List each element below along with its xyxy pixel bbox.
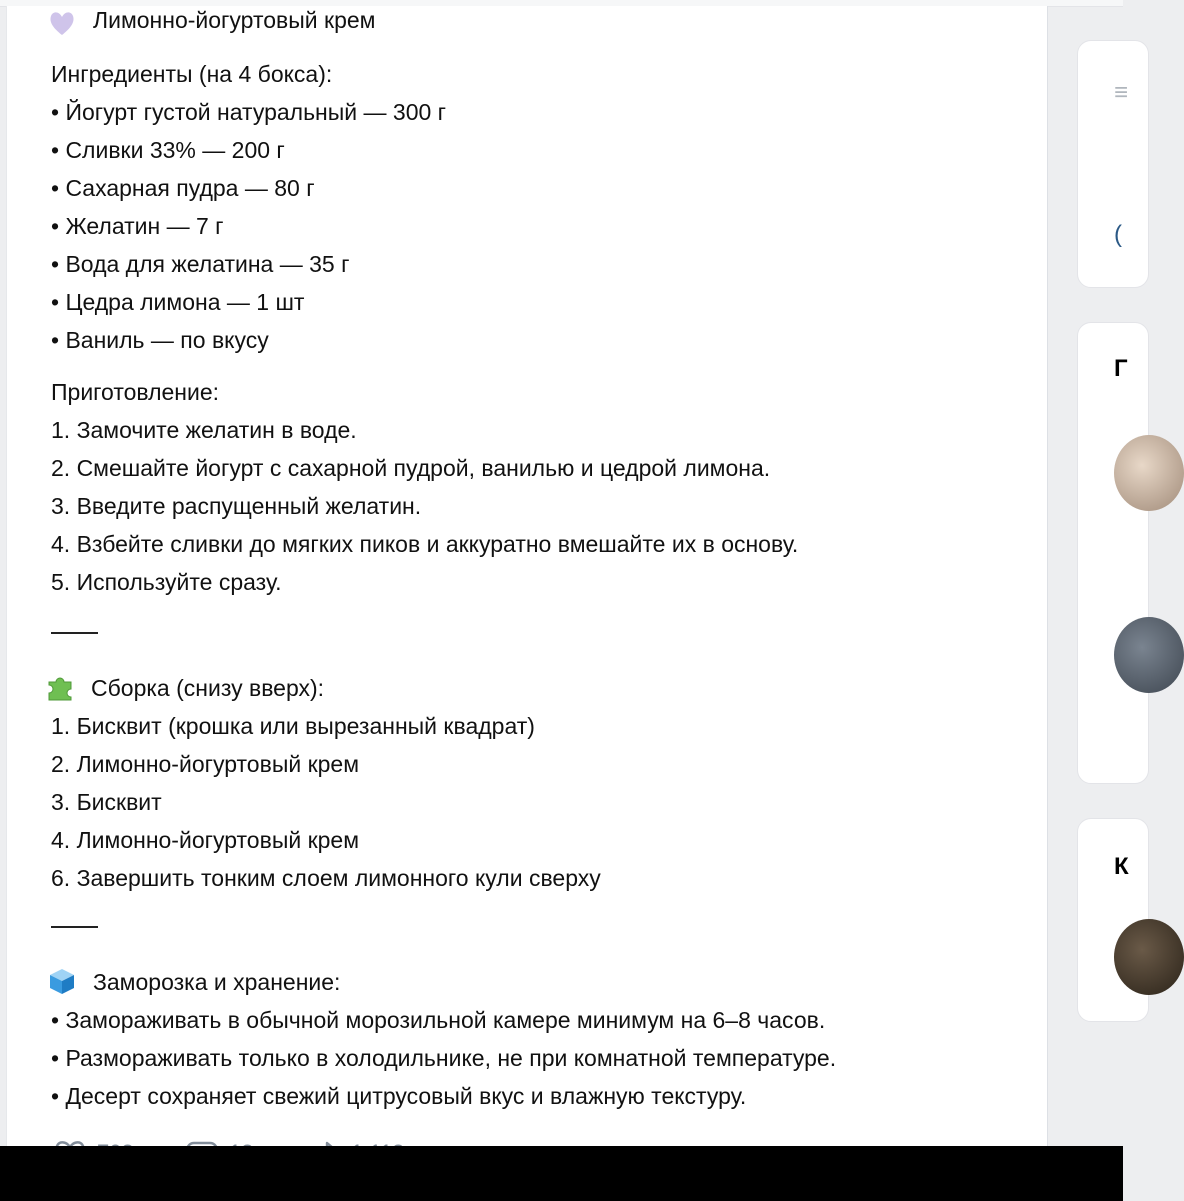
sidebar-card-title: К	[1114, 853, 1129, 880]
assembly-step: 6. Завершить тонким слоем лимонного кули сверху	[51, 865, 601, 891]
preparation-heading: Приготовление:	[51, 379, 220, 405]
sidebar-link-glyph[interactable]: (	[1114, 221, 1122, 248]
freezing-note: • Замораживать в обычной морозильной камере минимум на 6–8 часов.	[51, 1007, 826, 1033]
ingredient-item: • Сахарная пудра — 80 г	[51, 175, 315, 201]
ingredient-item: • Ваниль — по вкусу	[51, 327, 269, 353]
section-divider	[51, 632, 98, 634]
ingredients-heading: Ингредиенты (на 4 бокса):	[51, 61, 333, 87]
ingredient-item: • Цедра лимона — 1 шт	[51, 289, 305, 315]
sidebar-card-1	[1077, 40, 1149, 288]
bottom-black-bar	[0, 1146, 1123, 1201]
freezing-note: • Десерт сохраняет свежий цитрусовый вкус и влажную текстуру.	[51, 1083, 747, 1109]
ice-cube-icon	[47, 966, 77, 996]
avatar[interactable]	[1114, 919, 1184, 995]
menu-icon[interactable]: ≡	[1114, 79, 1129, 106]
avatar[interactable]	[1114, 617, 1184, 693]
ingredient-item: • Йогурт густой натуральный — 300 г	[51, 99, 447, 125]
sidebar-card-3	[1077, 818, 1149, 1022]
assembly-step: 1. Бисквит (крошка или вырезанный квадрат)	[51, 713, 535, 739]
purple-heart-icon	[47, 8, 77, 38]
preparation-step: 2. Смешайте йогурт с сахарной пудрой, ванилью и цедрой лимона.	[51, 455, 771, 481]
cream-title: Лимонно-йогуртовый крем	[93, 7, 376, 33]
ingredient-item: • Вода для желатина — 35 г	[51, 251, 350, 277]
ingredient-item: • Сливки 33% — 200 г	[51, 137, 285, 163]
puzzle-piece-icon	[45, 672, 75, 702]
ingredient-item: • Желатин — 7 г	[51, 213, 224, 239]
freezing-heading: Заморозка и хранение:	[93, 969, 341, 995]
preparation-step: 5. Используйте сразу.	[51, 569, 282, 595]
section-divider	[51, 926, 98, 928]
assembly-step: 4. Лимонно-йогуртовый крем	[51, 827, 360, 853]
assembly-step: 2. Лимонно-йогуртовый крем	[51, 751, 360, 777]
assembly-heading: Сборка (снизу вверх):	[91, 675, 325, 701]
assembly-step: 3. Бисквит	[51, 789, 162, 815]
sidebar-card-title: Г	[1114, 355, 1128, 382]
preparation-step: 1. Замочите желатин в воде.	[51, 417, 357, 443]
sidebar-card-2	[1077, 322, 1149, 784]
preparation-step: 3. Введите распущенный желатин.	[51, 493, 422, 519]
freezing-note: • Размораживать только в холодильнике, не при комнатной температуре.	[51, 1045, 837, 1071]
post-card	[6, 6, 1048, 1166]
preparation-step: 4. Взбейте сливки до мягких пиков и аккуратно вмешайте их в основу.	[51, 531, 799, 557]
avatar[interactable]	[1114, 435, 1184, 511]
